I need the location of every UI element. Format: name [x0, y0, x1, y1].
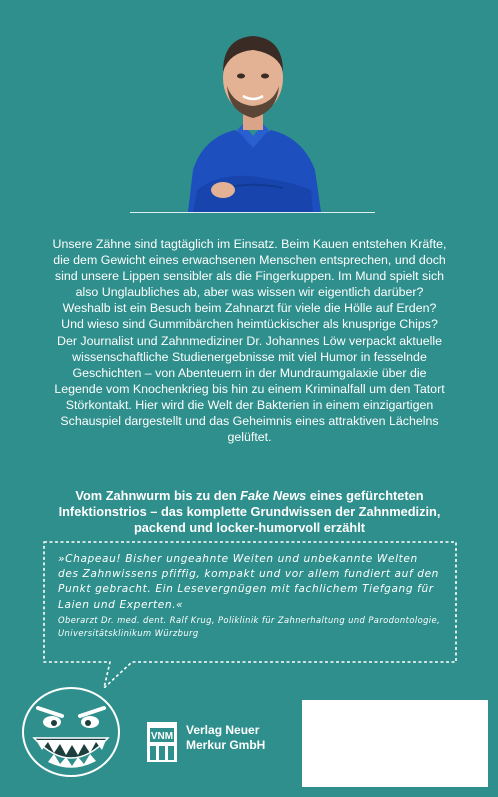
tagline [52, 488, 447, 536]
blurb-text [52, 236, 447, 445]
tagline-italic: Fake News [240, 488, 307, 503]
divider-line [130, 212, 375, 213]
grinning-monster-icon [20, 682, 122, 778]
publisher-name-line-1: Verlag Neuer [186, 723, 260, 737]
author-portrait [183, 20, 323, 212]
barcode-area [302, 700, 488, 787]
blurb-paragraph-2: Der Journalist und Zahnmediziner Dr. Johannes Löw verpackt aktuelle wissenschaftliche Studienergebnisse mit viel Humor in fesselnde Geschichten – von Abenteuern in der Mundraumgalaxie über die Legende vom Knochenkrieg bis hin zu einem Kriminalfall um den Tatort Störkontakt. Hier wird die Welt der Bakterien in einem einzigartigen Schauspiel dargestellt und das Geheimnis eines attraktiven Lächelns gelüftet. [54, 333, 445, 445]
tagline-part-1: Vom Zahnwurm bis zu den [75, 488, 241, 503]
testimonial-attribution: Oberarzt Dr. med. dent. Ralf Krug, Poliklinik für Zahnerhaltung und Parodontologie, Universitätsklinikum Würzburg [58, 614, 441, 638]
testimonial-text: »Chapeau! Bisher ungeahnte Weiten und unbekannte Welten des Zahnwissens pfiffig, kompakt und vor allem fundiert auf den Punkt gebracht. Ein Lesevergnügen mit fachlichem Tiefgang für Laien und Experten.« [58, 553, 439, 611]
testimonial [58, 552, 442, 640]
publisher-name-line-2: Merkur GmbH [186, 738, 266, 752]
blurb-paragraph-1: Unsere Zähne sind tagtäglich im Einsatz. Beim Kauen entstehen Kräfte, die dem Gewicht eines erwachsenen Menschen entsprechen, und doch sind unsere Lippen sensibler als die Fingerkuppen. Im Mund spielt sich also Unglaubliches ab, aber was wissen wir eigentlich darüber? Weshalb ist ein Besuch beim Zahnarzt für viele die Hölle auf Erden? Und wieso sind Gummibärchen heimtückischer als knusprige Chips? [52, 237, 447, 332]
publisher-name [186, 723, 296, 753]
tagline-part-2: eines gefürchteten Infektionstrios – das komplette Grundwissen der Zahnmedizin, packend und locker-humorvoll erzählt [58, 488, 441, 535]
publisher-logo-text: VNM [150, 731, 174, 742]
publisher-logo-icon [147, 722, 177, 762]
